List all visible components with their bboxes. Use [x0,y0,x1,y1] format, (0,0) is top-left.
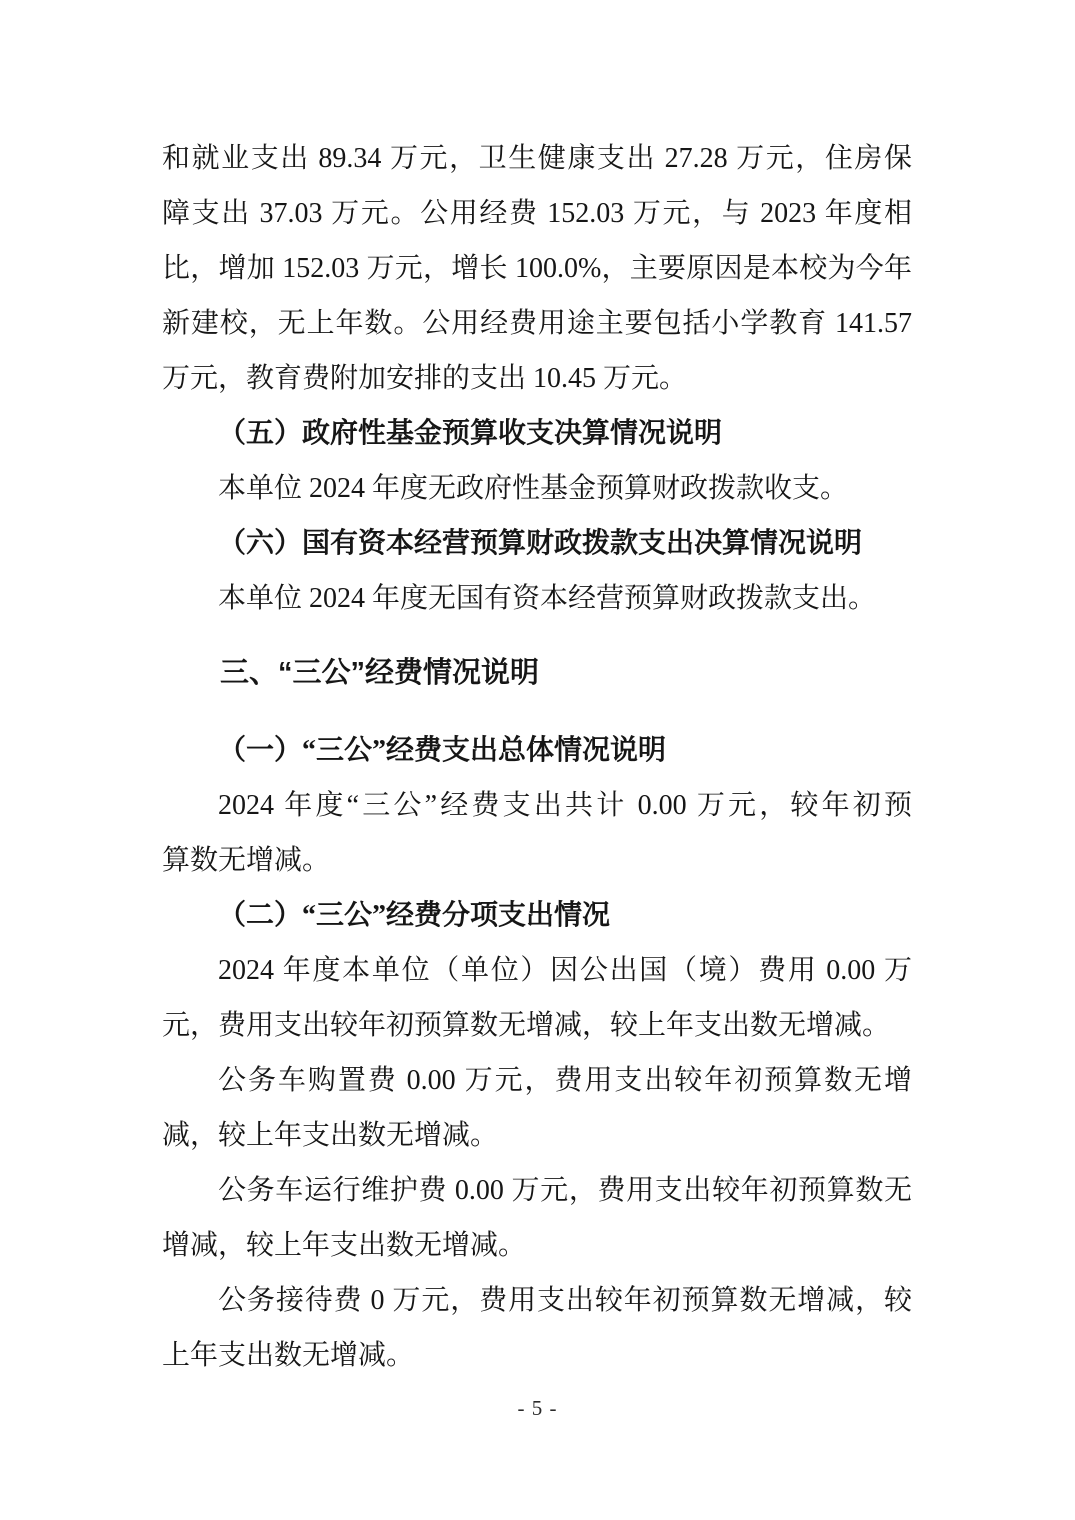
body-line: 公务车运行维护费 0.00 万元，费用支出较年初预算数无 [218,1175,912,1206]
document-body [162,131,912,1383]
body-line: 万元，教育费附加安排的支出 10.45 万元。 [162,363,688,394]
subsection-heading: （五）政府性基金预算收支决算情况说明 [218,418,723,449]
chapter-heading: 三、“三公”经费情况说明 [220,657,540,689]
body-line: 算数无增减。 [162,845,331,876]
body-line: 公务接待费 0 万元，费用支出较年初预算数无增减，较 [218,1285,912,1316]
body-line: 公务车购置费 0.00 万元，费用支出较年初预算数无增 [218,1065,912,1096]
subsection-heading: （六）国有资本经营预算财政拨款支出决算情况说明 [218,528,863,559]
subsection-heading: （一）“三公”经费支出总体情况说明 [218,735,667,766]
body-line: 和就业支出 89.34 万元，卫生健康支出 27.28 万元，住房保 [162,143,912,174]
page-number: - 5 - [517,1396,558,1420]
body-line: 新建校，无上年数。公用经费用途主要包括小学教育 141.57 [162,308,912,339]
body-line: 上年支出数无增减。 [162,1340,415,1371]
body-line: 本单位 2024 年度无政府性基金预算财政拨款收支。 [218,473,849,504]
body-line: 2024 年度“三公”经费支出共计 0.00 万元，较年初预 [218,790,912,821]
body-line: 比，增加 152.03 万元，增长 100.0%，主要原因是本校为今年 [162,253,912,284]
body-line: 2024 年度本单位（单位）因公出国（境）费用 0.00 万 [218,955,912,986]
body-line: 增减，较上年支出数无增减。 [162,1230,527,1261]
body-line: 本单位 2024 年度无国有资本经营预算财政拨款支出。 [218,583,877,614]
body-line: 减，较上年支出数无增减。 [162,1120,499,1151]
body-line: 元，费用支出较年初预算数无增减，较上年支出数无增减。 [162,1010,891,1041]
subsection-heading: （二）“三公”经费分项支出情况 [218,900,611,931]
body-line: 障支出 37.03 万元。公用经费 152.03 万元，与 2023 年度相 [162,198,912,229]
